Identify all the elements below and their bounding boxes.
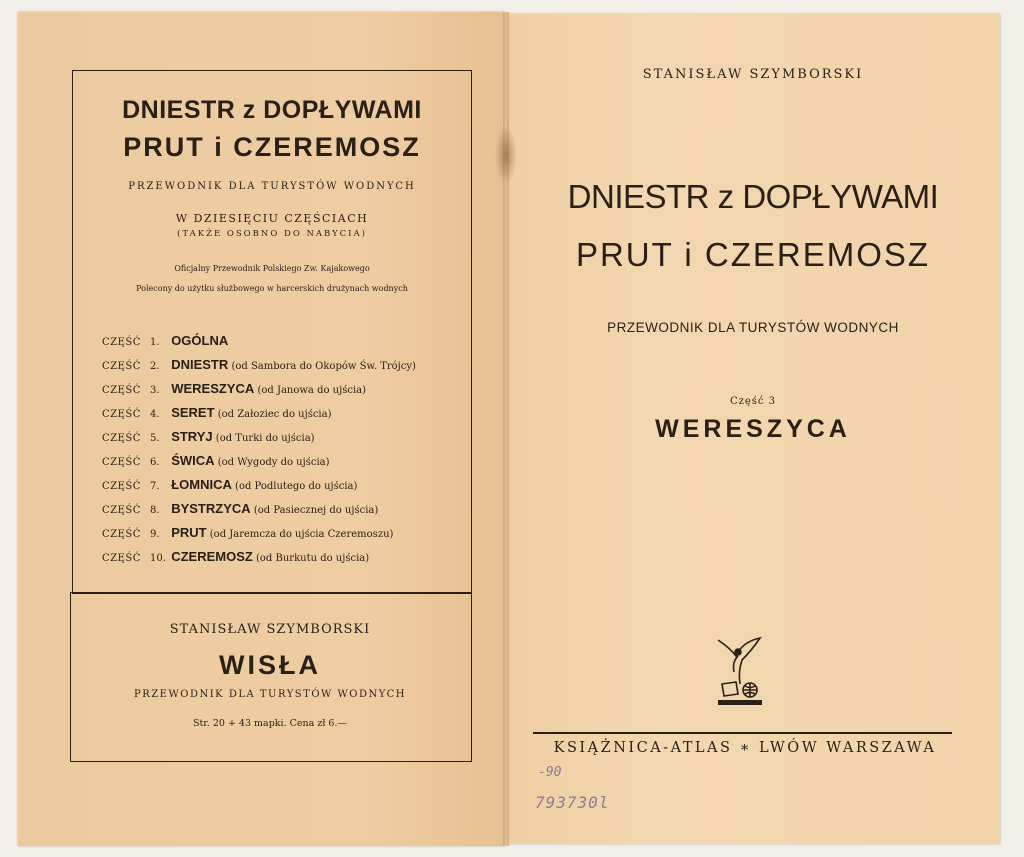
list-item: CZĘŚĆ 5. STRYJ (od Turki do ujścia) <box>102 429 315 444</box>
part-label: Część 3 <box>729 396 777 407</box>
author-name: STANISŁAW SZYMBORSKI <box>642 67 864 82</box>
publisher-rule <box>533 732 952 734</box>
list-item: CZĘŚĆ 3. WERESZYCA (od Janowa do ujścia) <box>102 381 367 396</box>
list-item: CZĘŚĆ 2. DNIESTR (od Sambora do Okopów Św. Trójcy) <box>102 357 416 372</box>
advert-subtitle: PRZEWODNIK DLA TURYSTÓW WODNYCH <box>133 689 407 700</box>
parts-note: W DZIESIĘCIU CZĘŚCIACH <box>175 212 369 225</box>
handwritten-number: 793730l <box>535 793 610 812</box>
left-title-line2: PRUT i CZEREMOSZ <box>123 132 421 162</box>
title-line2: PRUT i CZEREMOSZ <box>575 236 931 273</box>
publisher-emblem-icon <box>708 632 770 708</box>
list-item: CZĘŚĆ 9. PRUT (od Jaremcza do ujścia Czeremoszu) <box>102 525 394 540</box>
title-line1: DNIESTR z DOPŁYWAMI <box>567 178 939 215</box>
left-title-line1: DNIESTR z DOPŁYWAMI <box>122 96 422 124</box>
advert-price: Str. 20 + 43 mapki. Cena zł 6.— <box>192 718 347 729</box>
list-item: CZĘŚĆ 8. BYSTRZYCA (od Pasiecznej do ujścia) <box>102 501 379 516</box>
official-note: Oficjalny Przewodnik Polskiego Zw. Kajakowego <box>174 264 370 273</box>
paper-stain <box>495 125 517 185</box>
part-title: WERESZYCA <box>655 415 851 443</box>
list-item: CZĘŚĆ 1. OGÓLNA <box>102 333 229 348</box>
parts-note-sub: (TAKŻE OSOBNO DO NABYCIA) <box>177 229 367 239</box>
list-item: CZĘŚĆ 6. ŚWICA (od Wygody do ujścia) <box>102 453 330 468</box>
recommended-note: Polecony do użytku służbowego w harcerskich drużynach wodnych <box>136 284 408 293</box>
list-item: CZĘŚĆ 10. CZEREMOSZ (od Burkutu do ujścia) <box>102 549 370 564</box>
publisher-line: KSIĄŻNICA-ATLAS ∗ LWÓW WARSZAWA <box>553 740 937 756</box>
left-subtitle: PRZEWODNIK DLA TURYSTÓW WODNYCH <box>128 181 416 192</box>
advert-title: WISŁA <box>219 650 321 680</box>
list-item: CZĘŚĆ 7. ŁOMNICA (od Podlutego do ujścia) <box>102 477 358 492</box>
handwritten-note: -90 <box>538 765 562 780</box>
advert-author: STANISŁAW SZYMBORSKI <box>169 622 371 637</box>
list-item: CZĘŚĆ 4. SERET (od Załoziec do ujścia) <box>102 405 332 420</box>
title-subtitle: PRZEWODNIK DLA TURYSTÓW WODNYCH <box>607 320 899 335</box>
